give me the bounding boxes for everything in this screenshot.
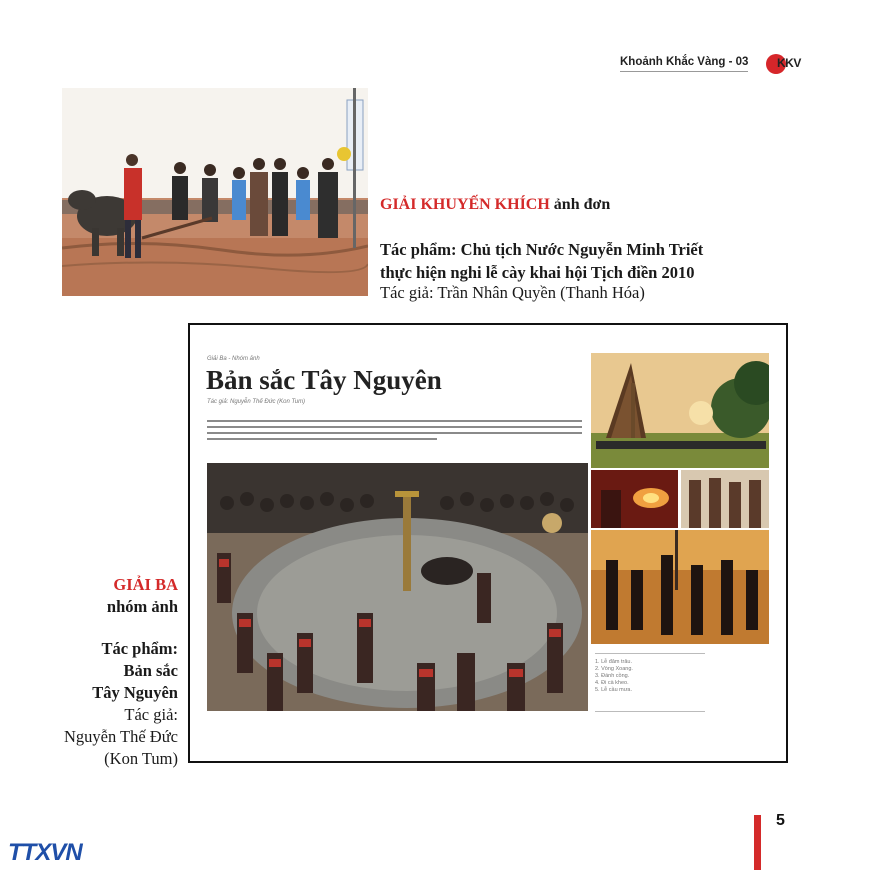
photo-spread-frame bbox=[188, 323, 788, 763]
header-logo-text: KKV bbox=[777, 56, 801, 70]
page-number-bar bbox=[754, 815, 761, 870]
caption-3: 3. Đánh cồng. bbox=[595, 673, 630, 679]
award2-category: nhóm ảnh bbox=[106, 597, 178, 616]
captions-rule bbox=[595, 711, 705, 712]
spread-body-text bbox=[207, 420, 582, 444]
spread-title: Bản sắc Tây Nguyên bbox=[206, 365, 442, 395]
header-rule bbox=[620, 71, 748, 72]
communal-house-photo bbox=[591, 353, 769, 468]
award2-prize: GIẢI BA bbox=[113, 575, 178, 594]
award2-work-label: Tác phẩm: bbox=[101, 639, 178, 658]
ttxvn-logo: TTXVN bbox=[8, 839, 82, 866]
award1-work bbox=[380, 238, 760, 284]
page-number: 5 bbox=[776, 812, 785, 829]
award2-author-place: (Kon Tum) bbox=[104, 749, 178, 768]
rain-ceremony-photo bbox=[591, 530, 769, 644]
award1-work-line2: thực hiện nghi lễ cày khai hội Tịch điền 2010 bbox=[380, 263, 695, 282]
spread-byline: Tác giả: Nguyễn Thế Đức (Kon Tum) bbox=[207, 399, 306, 405]
caption-5: 5. Lễ cầu mưa. bbox=[595, 687, 633, 693]
award1-work-line1: Tác phẩm: Chủ tịch Nước Nguyễn Minh Triết bbox=[380, 240, 704, 259]
award2-author-label: Tác giả: bbox=[124, 705, 178, 724]
fire-photo bbox=[591, 470, 678, 528]
spread-kicker: Giải Ba - Nhóm ảnh bbox=[207, 356, 260, 362]
award2-work-line1: Bản sắc bbox=[123, 661, 178, 680]
caption-1: 1. Lễ đâm trâu. bbox=[595, 659, 632, 665]
buffalo-sacrifice-photo bbox=[207, 463, 588, 711]
dancers-photo bbox=[681, 470, 769, 528]
award1-prize: GIẢI KHUYẾN KHÍCH bbox=[380, 196, 550, 213]
award1-author: Tác giả: Trần Nhân Quyền (Thanh Hóa) bbox=[380, 283, 645, 302]
header-title: Khoảnh Khắc Vàng - 03 bbox=[620, 56, 749, 68]
award2-author-name: Nguyễn Thế Đức bbox=[63, 727, 178, 746]
award2-work-line2: Tây Nguyên bbox=[92, 683, 178, 702]
award1-category: ảnh đơn bbox=[553, 196, 611, 213]
magazine-header bbox=[620, 54, 810, 74]
caption-2: 2. Vòng Xoang. bbox=[595, 666, 633, 672]
award2-text bbox=[64, 574, 178, 770]
spread-captions bbox=[595, 653, 705, 694]
caption-4: 4. Đi cà kheo. bbox=[595, 680, 629, 686]
award1-heading bbox=[380, 196, 610, 214]
plowing-ceremony-photo bbox=[62, 88, 368, 296]
